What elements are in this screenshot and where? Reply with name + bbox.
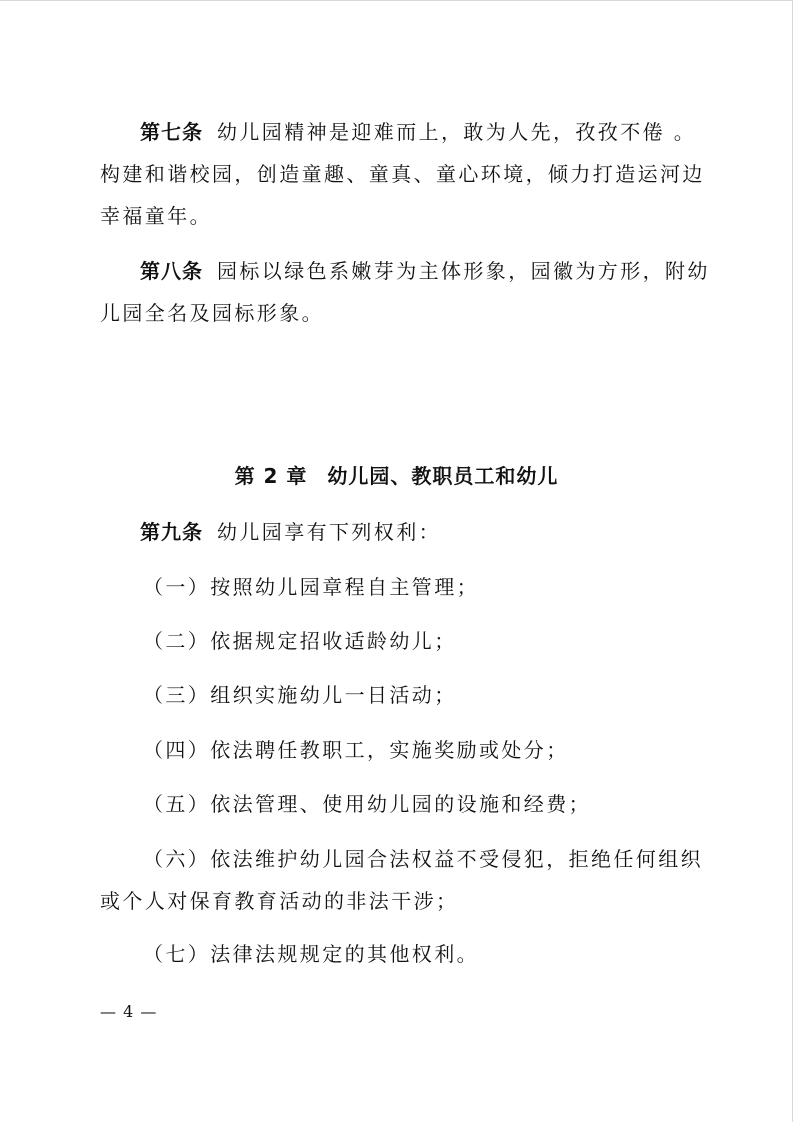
chapter-number: 第 2 章: [234, 464, 308, 488]
list-item: （二）依据规定招收适龄幼儿；: [143, 629, 457, 653]
article-8-text: 园标以绿色系嫩芽为主体形象，园徽为方形，附幼: [217, 259, 710, 283]
article-7-first-line: [140, 118, 696, 146]
list-item: （七）法律法规规定的其他权利。: [143, 942, 479, 966]
chapter-title: 幼儿园、教职员工和幼儿: [327, 464, 559, 488]
list-item: （一）按照幼儿园章程自主管理；: [143, 575, 479, 599]
article-8-label: 第八条: [140, 259, 203, 283]
list-item-continuation: 或个人对保育教育活动的非法干涉；: [100, 889, 459, 913]
page-number: — 4 —: [100, 1002, 158, 1021]
article-8-line-2: 儿园全名及园标形象。: [100, 301, 324, 325]
article-9-label: 第九条: [140, 520, 203, 544]
article-7-line-2: 构建和谐校园，创造童趣、童真、童心环境，倾力打造运河边: [100, 162, 705, 186]
page-border-top: [0, 0, 793, 1]
list-item: （四）依法聘任教职工，实施奖励或处分；: [143, 738, 569, 762]
list-item: （六）依法维护幼儿园合法权益不受侵犯，拒绝任何组织: [143, 847, 703, 871]
article-7-label: 第七条: [140, 120, 203, 144]
article-7-text: 幼儿园精神是迎难而上，敢为人先，孜孜不倦 。: [217, 120, 697, 144]
article-9-intro: 幼儿园享有下列权利：: [217, 520, 441, 544]
article-9-first-line: [140, 518, 441, 546]
article-8-first-line: [140, 257, 710, 285]
list-item: （五）依法管理、使用幼儿园的设施和经费；: [143, 792, 591, 816]
list-item: （三）组织实施幼儿一日活动；: [143, 683, 457, 707]
article-7-line-3: 幸福童年。: [100, 204, 212, 228]
chapter-heading: [0, 462, 793, 490]
